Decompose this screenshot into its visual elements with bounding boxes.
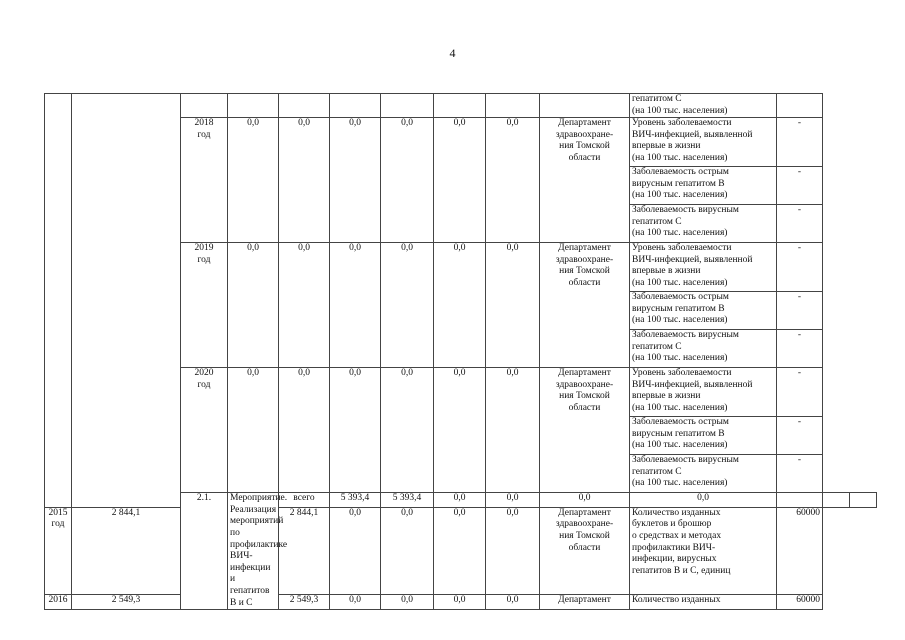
executor-cell: Департамент — [540, 594, 630, 609]
empty-cell — [279, 94, 330, 118]
value-cell: 0,0 — [330, 507, 381, 594]
program-table — [44, 93, 877, 610]
value-cell: 0,0 — [486, 368, 540, 493]
measure-cell — [72, 94, 181, 508]
value-cell: 0,0 — [486, 243, 540, 368]
indicator-cell: Заболеваемость вирусным гепатитом С (на 100 тыс. населения) — [630, 330, 777, 368]
value-cell: 0,0 — [486, 493, 540, 508]
indicator-value-cell: - — [777, 167, 823, 205]
total-label: всего — [279, 493, 330, 508]
value-cell: 0,0 — [279, 368, 330, 493]
value-cell: 0,0 — [330, 594, 381, 609]
indicator-cell: Количество изданных буклетов и брошюр о средствах и методах профилактики ВИЧ- инфекции, вирусных гепатитов В и С, единиц — [630, 507, 777, 594]
value-cell: 0,0 — [486, 507, 540, 594]
executor-cell: Департамент здравоохране- ния Томской области — [540, 243, 630, 368]
empty-cell — [850, 493, 877, 508]
indicator-cell: Уровень заболеваемости ВИЧ-инфекцией, выявленной впервые в жизни (на 100 тыс. населения) — [630, 368, 777, 417]
indicator-cell: Заболеваемость острым вирусным гепатитом В (на 100 тыс. населения) — [630, 417, 777, 455]
indicator-cell: Заболеваемость вирусным гепатитом С (на 100 тыс. населения) — [630, 455, 777, 493]
indicator-cell: гепатитом С (на 100 тыс. населения) — [630, 94, 777, 118]
empty-cell — [540, 94, 630, 118]
empty-cell — [434, 94, 486, 118]
empty-cell — [823, 493, 850, 508]
executor-cell: Департамент здравоохране- ния Томской области — [540, 507, 630, 594]
indicator-value-cell: - — [777, 330, 823, 368]
indicator-value-cell: - — [777, 243, 823, 292]
indicator-value-cell: - — [777, 417, 823, 455]
measure-title: Мероприятие. Реализация мероприятий по профилактике ВИЧ-инфекции и гепатитов В и С — [228, 493, 279, 610]
indicator-value-cell: - — [777, 368, 823, 417]
value-cell: 2 844,1 — [279, 507, 330, 594]
value-cell: 0,0 — [330, 118, 381, 243]
empty-cell — [228, 94, 279, 118]
empty-cell — [381, 94, 434, 118]
value-cell: 0,0 — [381, 594, 434, 609]
value-cell: 0,0 — [630, 493, 777, 508]
value-cell: 0,0 — [434, 493, 486, 508]
indicator-value-cell: - — [777, 292, 823, 330]
value-cell: 5 393,4 — [381, 493, 434, 508]
year-cell: 2016 — [45, 594, 72, 609]
executor-cell: Департамент здравоохране- ния Томской области — [540, 368, 630, 493]
indicator-value-cell: - — [777, 118, 823, 167]
indicator-value-cell: 60000 — [777, 594, 823, 609]
indicator-cell: Заболеваемость острым вирусным гепатитом В (на 100 тыс. населения) — [630, 292, 777, 330]
value-cell: 5 393,4 — [330, 493, 381, 508]
indicator-cell: Уровень заболеваемости ВИЧ-инфекцией, выявленной впервые в жизни (на 100 тыс. населения) — [630, 118, 777, 167]
empty-cell — [777, 493, 823, 508]
value-cell: 0,0 — [486, 594, 540, 609]
value-cell: 2 844,1 — [72, 507, 181, 594]
value-cell: 0,0 — [434, 594, 486, 609]
value-cell: 0,0 — [486, 118, 540, 243]
value-cell: 0,0 — [279, 118, 330, 243]
page-number: 4 — [449, 46, 456, 60]
indicator-cell: Заболеваемость вирусным гепатитом С (на 100 тыс. населения) — [630, 205, 777, 243]
indicator-value-cell: - — [777, 455, 823, 493]
table-row — [45, 94, 877, 118]
value-cell: 2 549,3 — [72, 594, 181, 609]
year-cell: 2018 год — [181, 118, 228, 243]
indicator-cell: Уровень заболеваемости ВИЧ-инфекцией, выявленной впервые в жизни (на 100 тыс. населения) — [630, 243, 777, 292]
indicator-value-cell: - — [777, 205, 823, 243]
measure-number: 2.1. — [181, 493, 228, 610]
value-cell: 0,0 — [330, 243, 381, 368]
value-cell: 0,0 — [434, 368, 486, 493]
value-cell: 0,0 — [434, 507, 486, 594]
value-cell: 0,0 — [434, 118, 486, 243]
year-cell: 2015 год — [45, 507, 72, 594]
year-cell: 2019 год — [181, 243, 228, 368]
value-cell: 2 549,3 — [279, 594, 330, 609]
value-cell: 0,0 — [228, 368, 279, 493]
indicator-value-cell: 60000 — [777, 507, 823, 594]
value-cell: 0,0 — [330, 368, 381, 493]
value-cell: 0,0 — [381, 243, 434, 368]
empty-cell — [181, 94, 228, 118]
indicator-cell: Заболеваемость острым вирусным гепатитом В (на 100 тыс. населения) — [630, 167, 777, 205]
value-cell: 0,0 — [381, 368, 434, 493]
year-cell: 2020 год — [181, 368, 228, 493]
executor-cell: Департамент здравоохране- ния Томской области — [540, 118, 630, 243]
value-cell: 0,0 — [228, 118, 279, 243]
table-row — [45, 594, 877, 609]
value-cell: 0,0 — [434, 243, 486, 368]
value-cell: 0,0 — [381, 507, 434, 594]
indicator-value-cell — [777, 94, 823, 118]
table-row — [45, 507, 877, 594]
value-cell: 0,0 — [228, 243, 279, 368]
number-cell — [45, 94, 72, 508]
empty-cell — [486, 94, 540, 118]
value-cell: 0,0 — [381, 118, 434, 243]
indicator-cell: Количество изданных — [630, 594, 777, 609]
empty-cell — [330, 94, 381, 118]
value-cell: 0,0 — [279, 243, 330, 368]
value-cell: 0,0 — [540, 493, 630, 508]
